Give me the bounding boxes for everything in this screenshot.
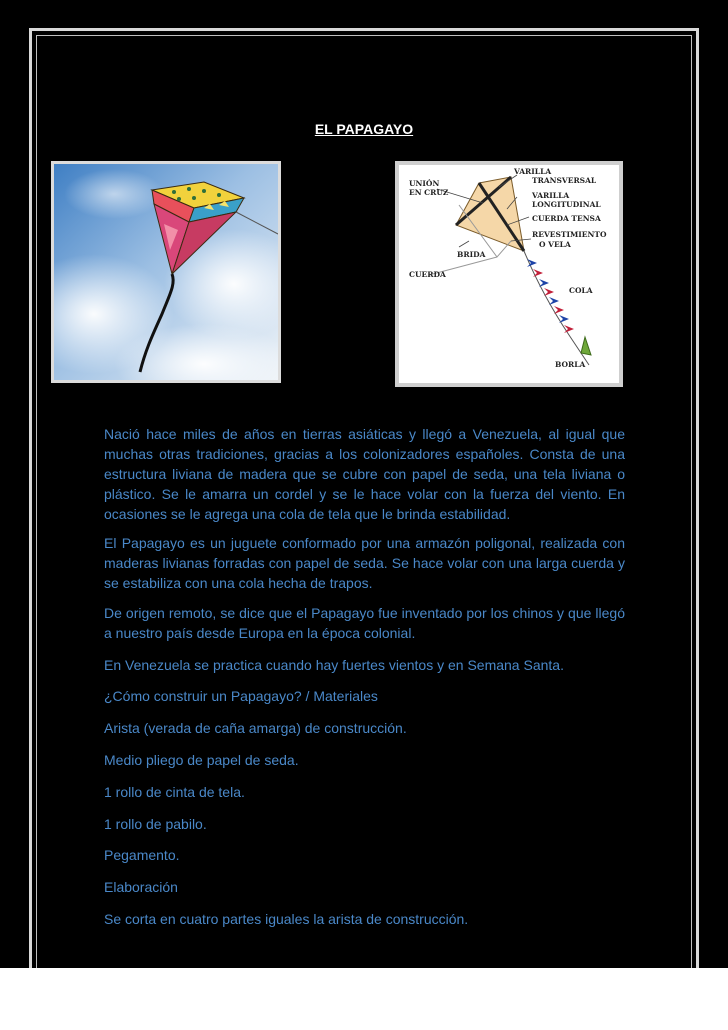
label-varilla-longitudinal-2: LONGITUDINAL (532, 200, 601, 209)
text-line-practice: En Venezuela se practica cuando hay fuertes vientos y en Semana Santa. (104, 657, 564, 673)
label-revestimiento-2: O VELA (539, 240, 571, 249)
paragraph-origin: Nació hace miles de años en tierras asiáticas y llegó a Venezuela, al igual que muchas otras tradiciones, gracias a los colonizadores españoles. Consta de una estructura liviana de madera que se cubre con papel de seda, una tela liviana o plástico. Se le amarra un cordel y se le hace volar con la fuerza del viento. En ocasiones se le agrega una cola de tela que le brinda estabilidad. (104, 426, 625, 522)
kite-photo-illustration (54, 164, 278, 380)
label-en-cruz: EN CRUZ (409, 188, 449, 197)
label-varilla-transversal-2: TRANSVERSAL (532, 176, 597, 185)
label-brida: BRIDA (457, 250, 486, 259)
label-borla: BORLA (555, 360, 586, 369)
label-revestimiento-1: REVESTIMIENTO (532, 230, 607, 239)
label-varilla-longitudinal-1: VARILLA (532, 191, 570, 200)
label-cola: COLA (569, 286, 593, 295)
kite-diagram-illustration (399, 165, 619, 383)
label-cuerda: CUERDA (409, 270, 446, 279)
list-item: 1 rollo de cinta de tela. (104, 784, 245, 800)
list-item: Arista (verada de caña amarga) de construcción. (104, 720, 407, 736)
label-cuerda-tensa: CUERDA TENSA (532, 214, 601, 223)
label-varilla-transversal-1: VARILLA (514, 167, 552, 176)
text-line-step-1: Se corta en cuatro partes iguales la arista de construcción. (104, 911, 469, 927)
list-item: Pegamento. (104, 847, 180, 863)
paragraph-description: El Papagayo es un juguete conformado por una armazón poligonal, realizada con maderas livianas forradas con papel de seda. Se hace volar con una larga cuerda y se estabiliza con una cola hecha de trapos. (104, 535, 625, 591)
list-item: 1 rollo de pabilo. (104, 816, 207, 832)
paragraph-history: De origen remoto, se dice que el Papagayo fue inventado por los chinos y que llegó a nuestro país desde Europa en la época colonial. (104, 605, 625, 641)
text-line-elaboration-heading: Elaboración (104, 879, 178, 895)
kite-photo (51, 161, 281, 383)
label-union: UNIÓN (409, 179, 440, 188)
kite-parts-diagram (395, 161, 623, 387)
document-title: EL PAPAGAYO (314, 121, 414, 137)
list-item: Medio pliego de papel de seda. (104, 752, 299, 768)
text-line-materials-heading: ¿Cómo construir un Papagayo? / Materiales (104, 688, 378, 704)
